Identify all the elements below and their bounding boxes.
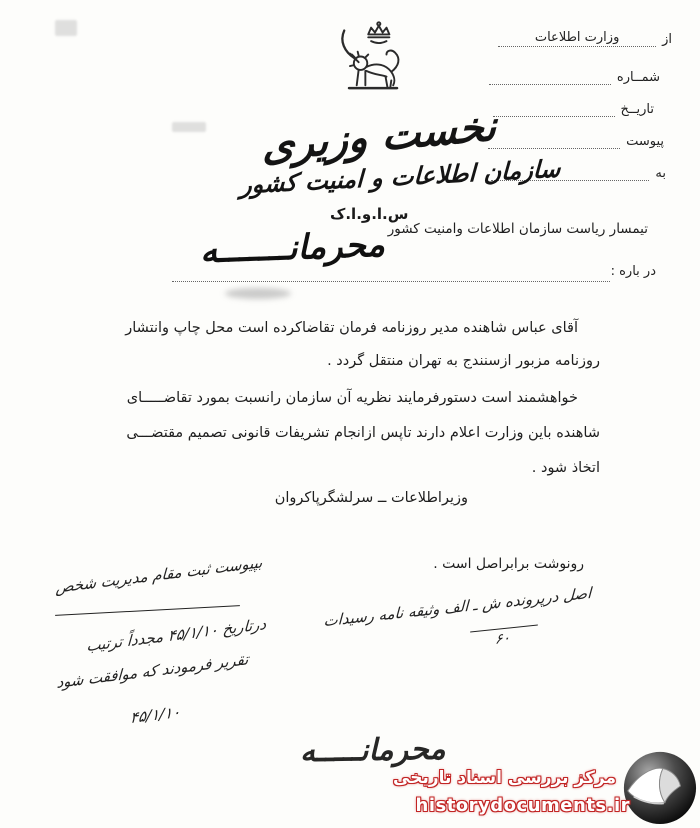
scan-artifact <box>55 20 77 36</box>
watermark-site-name: مرکز بررسی اسناد تاریخی <box>393 768 616 788</box>
approval-note-line-2: درتاریخ ۴۵/۱/۱۰ مجدداً ترتیب <box>86 614 267 656</box>
form-row-from <box>498 30 672 47</box>
approval-note-line-3: تقریر فرمودند که موافقت شود <box>56 650 249 692</box>
letterhead-abbreviation: س.ا.و.ا.ک <box>330 205 409 223</box>
subject-label: در باره : <box>610 264 656 279</box>
confidential-stamp-bottom: محرمانـــــه <box>299 731 446 770</box>
body-line-2: روزنامه مزبور ازسنندج به تهران منتقل گردد . <box>327 353 600 369</box>
number-line <box>489 68 611 85</box>
watermark <box>393 744 700 828</box>
certification-line: رونوشت برابراصل است . <box>433 556 584 572</box>
body-line-3: خواهشمند است دستورفرمایند نظریه آن سازمان رانسبت بمورد تقاضـــــای <box>126 390 578 406</box>
scan-artifact <box>172 122 206 132</box>
letterhead-subtitle: سازمان اطلاعات و امنیت کشور <box>239 154 561 200</box>
from-line <box>498 30 656 47</box>
addressee-line: تیمسار ریاست سازمان اطلاعات وامنیت کشور <box>387 221 648 237</box>
approval-note-rule <box>55 605 240 616</box>
date-label: تاریــخ <box>620 102 654 117</box>
lion-and-sun-emblem-icon <box>326 20 422 116</box>
attachment-line <box>488 132 620 149</box>
handwritten-filing-note: اصل درپرونده ش ـ الف وثیقه نامه رسیدات <box>323 583 592 631</box>
handwritten-filing-number: ۶۰ <box>494 630 511 648</box>
form-row-number <box>489 68 660 85</box>
body-line-5: اتخاذ شود . <box>531 460 600 476</box>
erased-text-smudge <box>225 288 291 299</box>
body-line-4: شاهنده باین وزارت اعلام دارند تاپس ازانجام تشریفات قانونی تصمیم مقتضـــی <box>126 425 600 441</box>
watermark-site-url: historydocuments.ir <box>415 795 630 816</box>
signature-line: وزیراطلاعات ــ سرلشگرپاکروان <box>274 490 468 506</box>
subject-line <box>172 281 610 282</box>
globe-document-logo-icon <box>620 748 698 826</box>
form-row-date <box>493 100 654 117</box>
body-line-1: آقای عباس شاهنده مدیر روزنامه فرمان تقاضاکرده است محل چاپ وانتشار <box>125 320 578 336</box>
date-line <box>493 100 615 117</box>
to-label: به <box>655 166 666 181</box>
number-label: شمــاره <box>616 70 660 85</box>
confidential-stamp: محرمانـــــــه <box>199 224 386 272</box>
from-label: از <box>662 32 672 47</box>
approval-note-date: ۴۵/۱/۱۰ <box>129 702 181 728</box>
letterhead-title: نخست وزیری <box>262 101 497 171</box>
approval-note-line-1: بپیوست ثبت مقام مدیریت شخص <box>55 553 263 597</box>
from-value: وزارت اطلاعات <box>534 30 620 45</box>
attachment-label: پیوست <box>626 134 664 149</box>
form-row-attachment <box>488 132 664 149</box>
handwritten-approval-note <box>35 553 275 738</box>
